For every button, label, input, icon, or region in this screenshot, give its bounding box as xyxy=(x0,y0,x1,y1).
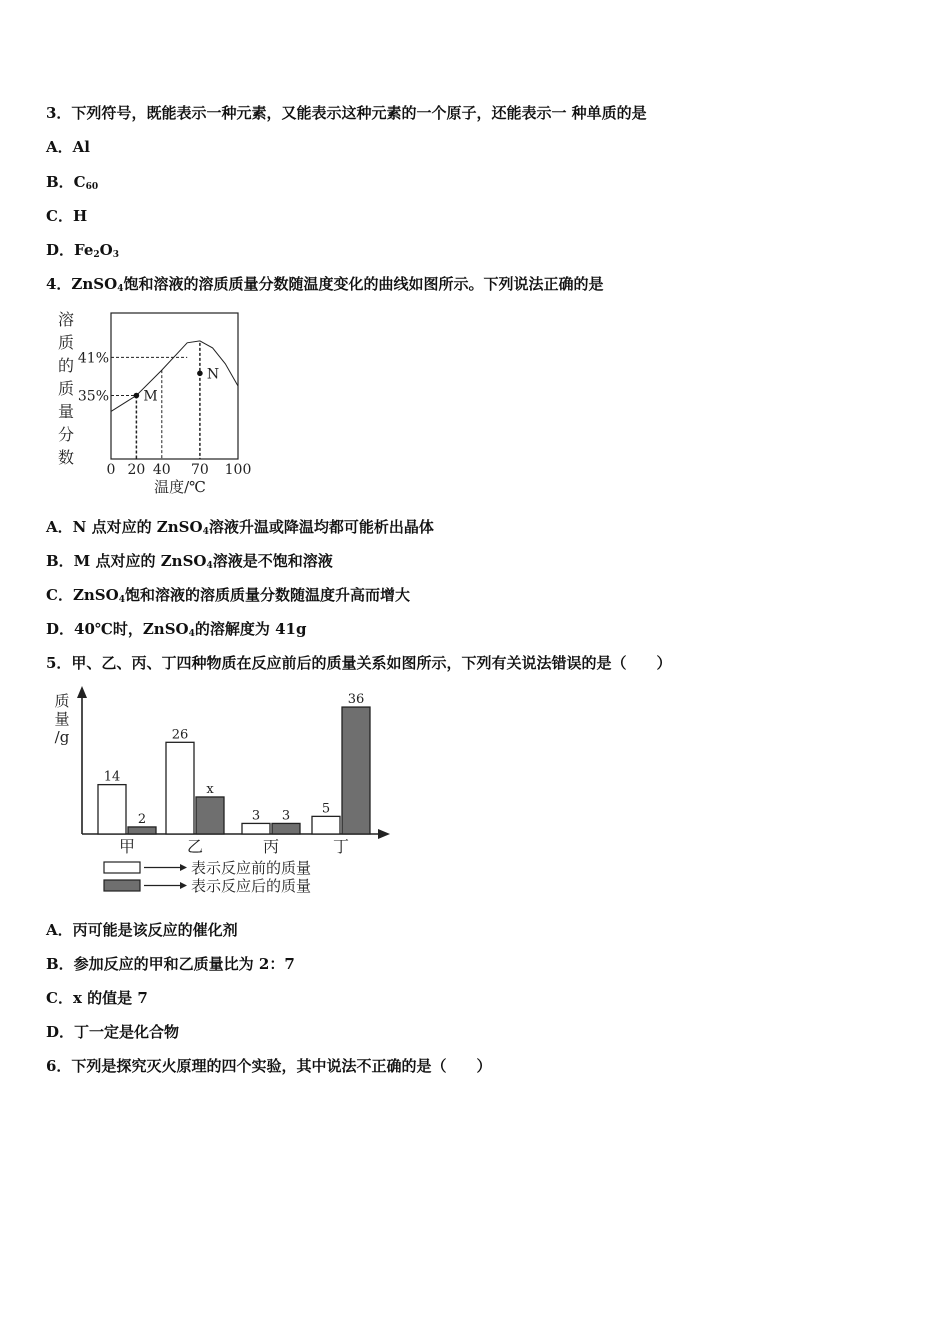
x-tick-label: 20 xyxy=(127,462,146,478)
category-label: 丁 xyxy=(332,837,350,856)
q3-d-sub1: 2 xyxy=(93,250,100,260)
q4-c-sub: 4 xyxy=(118,595,125,605)
q3-d-mid: O xyxy=(99,241,113,259)
bar-value-label: 26 xyxy=(171,727,189,743)
bar-丁-after xyxy=(342,707,370,834)
bar-value-label: 3 xyxy=(281,808,291,824)
q4-c-pre: C．ZnSO xyxy=(46,586,119,604)
q3-option-c: C．H xyxy=(46,207,88,225)
q4-d-pre: D．40℃时，ZnSO xyxy=(46,620,189,638)
category-label: 甲 xyxy=(118,837,136,856)
x-tick-label: 0 xyxy=(106,462,116,478)
x-axis-label: 温度/℃ xyxy=(154,478,206,496)
y-axis-label-char: 量 xyxy=(57,402,75,421)
legend-label: 表示反应前的质量 xyxy=(191,859,312,877)
q4-b-post: 溶液是不饱和溶液 xyxy=(212,552,333,570)
q4-option-d xyxy=(46,618,306,639)
q5-option-c: C．x 的值是 7 xyxy=(46,989,148,1007)
legend-label: 表示反应后的质量 xyxy=(191,877,312,895)
solubility-chart xyxy=(52,305,262,500)
x-axis-arrow xyxy=(378,829,390,839)
bar-甲-before xyxy=(98,785,126,834)
q3-stem: 3．下列符号，既能表示一种元素，又能表示这种元素的一个原子，还能表示一 种单质的是 xyxy=(46,104,647,122)
bar-value-label: 5 xyxy=(321,801,331,817)
x-tick-label: 100 xyxy=(224,462,252,478)
bar-丙-after xyxy=(272,823,300,834)
bar-value-label: 14 xyxy=(103,769,121,785)
q3-option-b xyxy=(46,171,98,192)
q3-option-a: A．Al xyxy=(46,138,90,156)
point-N xyxy=(197,371,203,377)
q3-b-text: B．C xyxy=(46,173,86,191)
q4-option-c xyxy=(46,584,410,605)
legend-arrow-head xyxy=(180,864,187,871)
y-axis-label-char: 分 xyxy=(57,425,75,444)
y-axis-arrow xyxy=(77,686,87,698)
plot-frame xyxy=(111,313,238,459)
y-axis-label-char: 数 xyxy=(57,448,75,467)
q5-option-b: B．参加反应的甲和乙质量比为 2：7 xyxy=(46,955,295,973)
q4-b-sub: 4 xyxy=(206,561,213,571)
q4-option-b xyxy=(46,550,333,571)
q4-option-a xyxy=(46,516,434,537)
bar-value-label: x xyxy=(206,781,214,797)
q4-a-pre: A．N 点对应的 ZnSO xyxy=(46,518,203,536)
bar-乙-after xyxy=(196,797,224,834)
legend-arrow-head xyxy=(180,882,187,889)
legend-swatch xyxy=(104,862,140,873)
q4-stem-a: 4．ZnSO xyxy=(46,275,118,293)
bar-乙-before xyxy=(166,742,194,834)
bar-value-label: 2 xyxy=(137,811,147,827)
q4-c-post: 饱和溶液的溶质质量分数随温度升高而增大 xyxy=(124,586,410,604)
q3-option-d xyxy=(46,239,119,260)
y-axis-label-part: /g xyxy=(54,728,70,746)
x-tick-label: 70 xyxy=(190,462,209,478)
q4-a-post: 溶液升温或降温均都可能析出晶体 xyxy=(208,518,434,536)
q3-b-sub: 60 xyxy=(85,182,99,192)
y-axis-label xyxy=(58,310,74,467)
bar-丙-before xyxy=(242,823,270,834)
q4-stem xyxy=(46,273,603,294)
q5-option-d: D．丁一定是化合物 xyxy=(46,1023,180,1041)
y-axis-label-part: 量 xyxy=(54,710,70,728)
y-axis-label-char: 的 xyxy=(57,356,75,375)
bar-value-label: 36 xyxy=(347,692,365,708)
q4-d-post: 的溶解度为 41g xyxy=(194,620,307,638)
y-axis-label xyxy=(54,692,69,746)
point-M xyxy=(134,393,140,399)
q4-stem-sub: 4 xyxy=(117,284,124,294)
bar-value-label: 3 xyxy=(251,808,261,824)
legend-swatch xyxy=(104,880,140,891)
mass-bar-chart xyxy=(46,684,396,900)
category-label: 丙 xyxy=(262,837,280,856)
q4-a-sub: 4 xyxy=(202,527,209,537)
y-axis-label-char: 质 xyxy=(57,379,75,398)
bar-丁-before xyxy=(312,816,340,834)
bar-甲-after xyxy=(128,827,156,834)
y-axis-label-char: 质 xyxy=(57,333,75,352)
y-tick-label: 35% xyxy=(77,388,109,405)
q5-option-a: A．丙可能是该反应的催化剂 xyxy=(46,921,238,939)
point-label-M: M xyxy=(143,388,158,405)
category-label: 乙 xyxy=(186,837,204,856)
q4-b-pre: B．M 点对应的 ZnSO xyxy=(46,552,207,570)
q3-d-sub2: 3 xyxy=(112,250,119,260)
q6-stem: 6．下列是探究灭火原理的四个实验，其中说法不正确的是（ ） xyxy=(46,1057,492,1075)
x-tick-label: 40 xyxy=(152,462,171,478)
q4-stem-b: 饱和溶液的溶质质量分数随温度变化的曲线如图所示。下列说法正确的是 xyxy=(123,275,604,293)
q4-d-sub: 4 xyxy=(188,629,195,639)
q5-stem: 5．甲、乙、丙、丁四种物质在反应前后的质量关系如图所示，下列有关说法错误的是（ ） xyxy=(46,654,672,672)
y-axis-label-char: 溶 xyxy=(57,310,75,329)
point-label-N: N xyxy=(206,366,220,383)
y-tick-label: 41% xyxy=(77,350,109,367)
q3-d-text: D．Fe xyxy=(46,241,94,259)
y-axis-label-part: 质 xyxy=(54,692,70,710)
